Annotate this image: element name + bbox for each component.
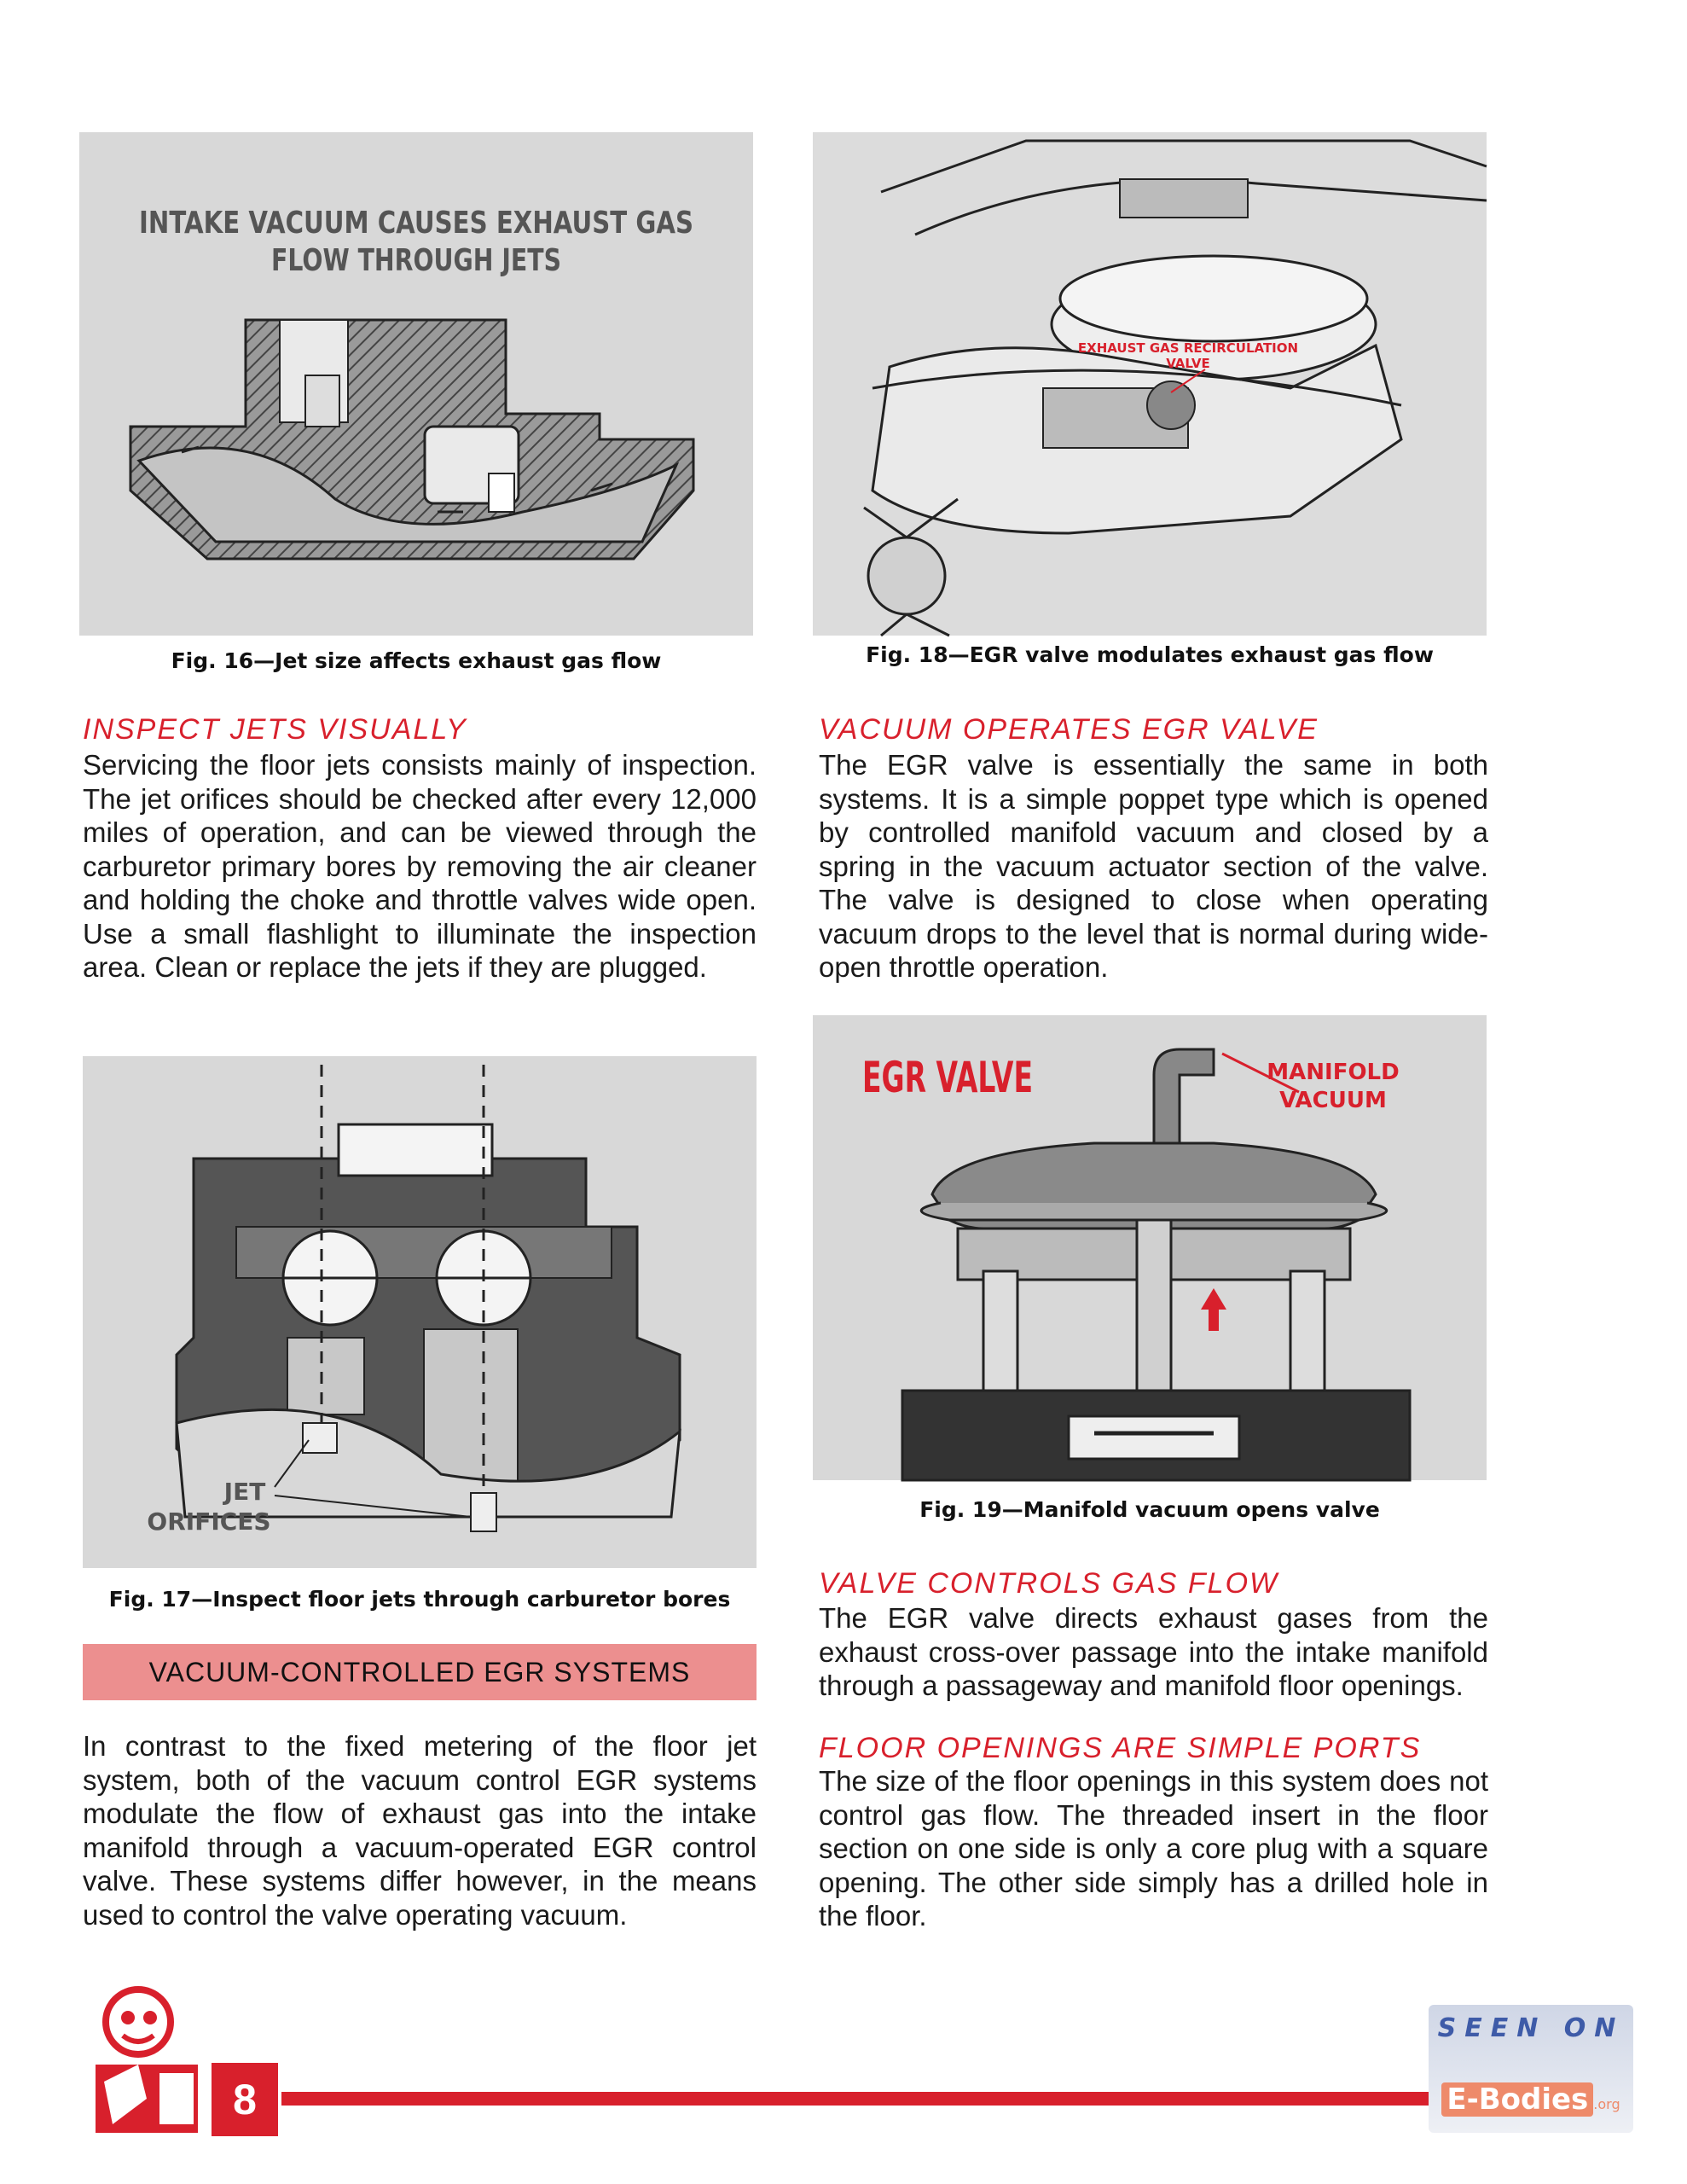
section-banner: VACUUM-CONTROLLED EGR SYSTEMS: [83, 1644, 757, 1700]
heading-valve-controls: VALVE CONTROLS GAS FLOW: [819, 1567, 1279, 1600]
fig18-label-line1: EXHAUST GAS RECIRCULATION: [1077, 340, 1299, 356]
fig19-label-line1: MANIFOLD: [1267, 1060, 1400, 1085]
para-floor-openings: The size of the floor openings in this system does not control gas flow. The threaded insert in the floor section on one side is only a core plug with a square opening. The other side simply has a drilled hole in the floor.: [819, 1765, 1488, 1931]
fig17-caption: Fig. 17—Inspect floor jets through carburetor bores: [108, 1587, 731, 1612]
figure-16: [79, 132, 753, 636]
mascot-logo: [78, 1979, 215, 2133]
fig19-caption: Fig. 19—Manifold vacuum opens valve: [919, 1497, 1380, 1522]
page-number: 8: [212, 2063, 278, 2136]
heading-inspect-jets: INSPECT JETS VISUALLY: [83, 713, 467, 746]
para-inspect-jets: Servicing the floor jets consists mainly of inspection. The jet orifices should be checked after every 12,000 miles of operation, and can be viewed through the carburetor primary bores by removing the air cleaner and holding the choke and throttle valves wide open. Use a small flashlight to illuminate the inspection area. Clean or replace the jets if they are plugged.: [83, 749, 757, 983]
fig18-illustration: [813, 132, 1487, 636]
fig16-title-line2: FLOW THROUGH JETS: [271, 243, 561, 278]
para-contrast: In contrast to the fixed metering of the floor jet system, both of the vacuum control EGR systems modulate the flow of exhaust gas into the intake manifold through a vacuum-operated EGR control valve. These systems differ however, in the means used to control the valve operating vacuum.: [83, 1730, 757, 1931]
fig18-caption: Fig. 18—EGR valve modulates exhaust gas flow: [866, 642, 1434, 667]
fig17-label-line2: ORIFICES: [147, 1507, 271, 1536]
watermark-line2: E-Bodies: [1441, 2082, 1593, 2117]
watermark-line1: SEEN ON: [1437, 2013, 1625, 2043]
fig18-label-line2: VALVE: [1166, 356, 1210, 371]
figure-19: [813, 1015, 1487, 1480]
fig19-title: EGR VALVE: [862, 1053, 1033, 1102]
fig19-illustration: [813, 1015, 1487, 1480]
fig16-title-line1: INTAKE VACUUM CAUSES EXHAUST GAS: [139, 206, 693, 241]
fig19-label-line2: VACUUM: [1279, 1088, 1387, 1113]
para-valve-controls: The EGR valve directs exhaust gases from the exhaust cross-over passage into the intake manifold through a passageway and manifold floor openings.: [819, 1602, 1488, 1701]
watermark: [1429, 2005, 1633, 2133]
heading-floor-openings: FLOOR OPENINGS ARE SIMPLE PORTS: [819, 1732, 1422, 1764]
figure-17: [83, 1056, 757, 1568]
fig17-label-line1: JET: [223, 1478, 266, 1506]
watermark-suffix: .org: [1593, 2096, 1620, 2112]
para-vacuum-operates: The EGR valve is essentially the same in both systems. It is a simple poppet type which is opened by controlled manifold vacuum and closed by a spring in the vacuum actuator section of the valve. The valve is designed to close when operating vacuum drops to the level that is normal during wide-open throttle operation.: [819, 749, 1488, 983]
footer-rule: [281, 2092, 1510, 2106]
fig16-caption: Fig. 16—Jet size affects exhaust gas flow: [171, 648, 662, 673]
figure-18: [813, 132, 1487, 636]
fig16-illustration: [79, 132, 753, 636]
fig17-illustration: [83, 1056, 757, 1568]
heading-vacuum-operates: VACUUM OPERATES EGR VALVE: [819, 713, 1319, 746]
